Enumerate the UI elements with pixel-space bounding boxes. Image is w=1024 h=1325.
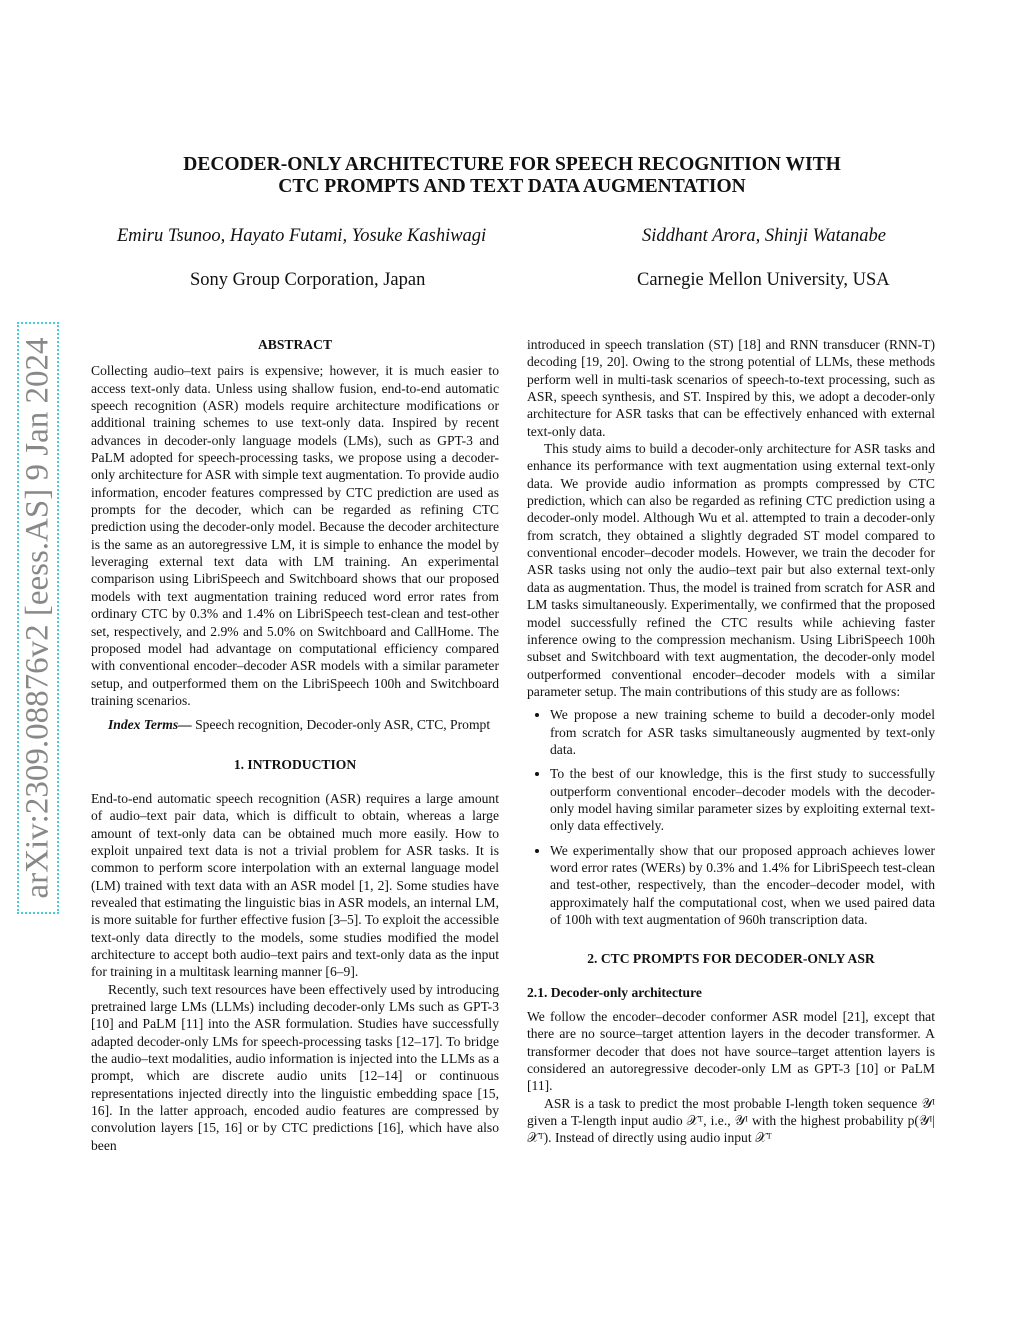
- left-column: [91, 336, 499, 1154]
- intro-heading: 1. INTRODUCTION: [233, 756, 357, 772]
- list-item: • We propose a new training scheme to build a decoder-only model from scratch for ASR tasks simultaneously augmented by text-only data.: [550, 706, 935, 758]
- authors-left: Emiru Tsunoo, Hayato Futami, Yosuke Kashiwagi: [117, 226, 487, 246]
- index-terms: [91, 716, 499, 733]
- arxiv-id: arXiv:2309.08876v2 [eess.AS] 9 Jan 2024: [19, 337, 56, 899]
- authors-right: Siddhant Arora, Shinji Watanabe: [642, 226, 886, 246]
- abstract-body: Collecting audio–text pairs is expensive; however, it is much easier to access text-only data. Unless using shallow fusion, end-to-end automatic speech recognition (ASR) models require architecture modifications or additional training schemes to use text-only data. Inspired by recent advances in decoder-only language models (LMs), such as GPT-3 and PaLM adopted for speech-processing tasks, we propose using a decoder-only architecture for ASR with simple text augmentation. To provide audio information, encoder features compressed by CTC prediction are used as prompts for the decoder, which can be regarded as refining CTC prediction using the decoder-only model. Because the decoder architecture is the same as an autoregressive LM, it is simple to enhance the model by leveraging external text data with LM training. An experimental comparison using LibriSpeech and Switchboard shows that our proposed models with text augmentation training reduced word error rates from ordinary CTC by 0.3% and 1.4% on LibriSpeech test-clean and test-other set, respectively, and 2.9% and 5.0% on Switchboard and CallHome. The proposed model had advantage on computational efficiency compared with conventional encoder–decoder ASR models with a similar parameter setup, and outperformed them on the LibriSpeech 100h and Switchboard training scenarios.: [91, 363, 499, 708]
- intro-paragraph-3: introduced in speech translation (ST) [18] and RNN transducer (RNN-T) decoding [19, 20]. Owing to the strong potential of LLMs, these methods perform well in multi-task scenarios of speech-to-text processing, such as ASR, speech synthesis, and ST. Inspired by this, we adopt a decoder-only architecture for ASR tasks that can be effectively enhanced with external text-only data.: [527, 337, 935, 439]
- section2-paragraph-2: ASR is a task to predict the most probable I-length token sequence 𝒴ᴵ given a T-length input audio 𝒳ᵀ, i.e., 𝒴ᴵ with the highest probability p(𝒴ᴵ|𝒳ᵀ). Instead of directly using audio input 𝒳ᵀ: [527, 1095, 935, 1146]
- paper-title: [0, 154, 1024, 198]
- index-terms-text: Speech recognition, Decoder-only ASR, CTC, Prompt: [191, 717, 491, 733]
- list-item: • We experimentally show that our proposed approach achieves lower word error rates (WERs) by 0.3% and 1.4% for LibriSpeech test-clean and test-other, respectively, than the encoder–decoder model, with approximately half the computational cost, when we used paired data of 100h with text augmentation of 960h transcription data.: [550, 842, 935, 929]
- right-column: [527, 336, 935, 1147]
- abstract-heading: ABSTRACT: [257, 337, 333, 352]
- affiliation-right: Carnegie Mellon University, USA: [637, 270, 890, 290]
- subsection-heading: 2.1. Decoder-only architecture: [527, 984, 702, 1000]
- intro-paragraph-1: End-to-end automatic speech recognition (ASR) requires a large amount of audio–text pair data, which is difficult to obtain, whereas a large amount of text-only data can be obtained much more easily. How to exploit unpaired text data is not a trivial problem for ASR tasks. It is common to perform score interpolation with an external language model (LM) trained with text data with an ASR model [1, 2]. Some studies have revealed that estimating the linguistic bias in ASR models, an internal LM, is more suitable for further effective fusion [3–5]. To exploit the accessible text-only data directly to the models, some studies modified the model architecture to accept both audio–text pairs and text-only data as the input for training in a multitask learning manner [6–9].: [91, 790, 499, 980]
- index-terms-label: Index Terms—: [108, 717, 192, 733]
- intro-paragraph-4: This study aims to build a decoder-only architecture for ASR tasks and enhance its performance with text augmentation using external text-only data. We provide audio information as prompts compressed by CTC prediction, which can also be regarded as refining CTC prediction using a decoder-only model. Although Wu et al. attempted to train a decoder-only from scratch, they obtained a slightly degraded ST model compared to conventional encoder–decoder models. However, we train the decoder for ASR tasks using not only the audio–text pair but also external text-only data as augmentation. Thus, the model is trained from scratch for ASR and LM tasks simultaneously. Experimentally, we confirmed that the proposed model successfully refined the CTC results while achieving faster inference owing to the compression mechanism. Using LibriSpeech 100h subset and Switchboard with text augmentation, the decoder-only model outperformed conventional encoder–decoder models with a similar parameter setup. The main contributions of this study are as follows:: [527, 441, 935, 699]
- section2-heading: 2. CTC PROMPTS FOR DECODER-ONLY ASR: [587, 951, 875, 967]
- arxiv-stamp: [17, 322, 59, 914]
- title-line-1: DECODER-ONLY ARCHITECTURE FOR SPEECH RECOGNITION WITH: [183, 154, 841, 175]
- affiliation-left: Sony Group Corporation, Japan: [190, 270, 426, 290]
- list-item: • To the best of our knowledge, this is the first study to successfully outperform conventional encoder–decoder models with the decoder-only model having similar parameter sizes by exploiting external text-only data effectively.: [550, 765, 935, 834]
- section2-paragraph-1: We follow the encoder–decoder conformer ASR model [21], except that there are no source–target attention layers in the decoder transformer. A transformer decoder that does not have source–target attention layers is considered an autoregressive decoder-only LM as GPT-3 [10] or PaLM [11].: [527, 1009, 935, 1094]
- title-line-2: CTC PROMPTS AND TEXT DATA AUGMENTATION: [278, 176, 746, 197]
- intro-paragraph-2: Recently, such text resources have been effectively used by introducing pretrained large LMs (LLMs) including decoder-only LMs such as GPT-3 [10] and PaLM [11] into the ASR formulation. Studies have successfully adapted decoder-only LMs for speech-processing tasks [12–17]. To bridge the audio–text modalities, audio information is injected into the LLMs as a prompt, which are discrete audio units [12–14] or continuous representations injected directly into the linguistic embedding space [15, 16]. In the latter approach, encoded audio features are compressed by convolution layers [15, 16] or by CTC predictions [16], which have also been: [91, 981, 499, 1153]
- contributions-list: [527, 706, 935, 928]
